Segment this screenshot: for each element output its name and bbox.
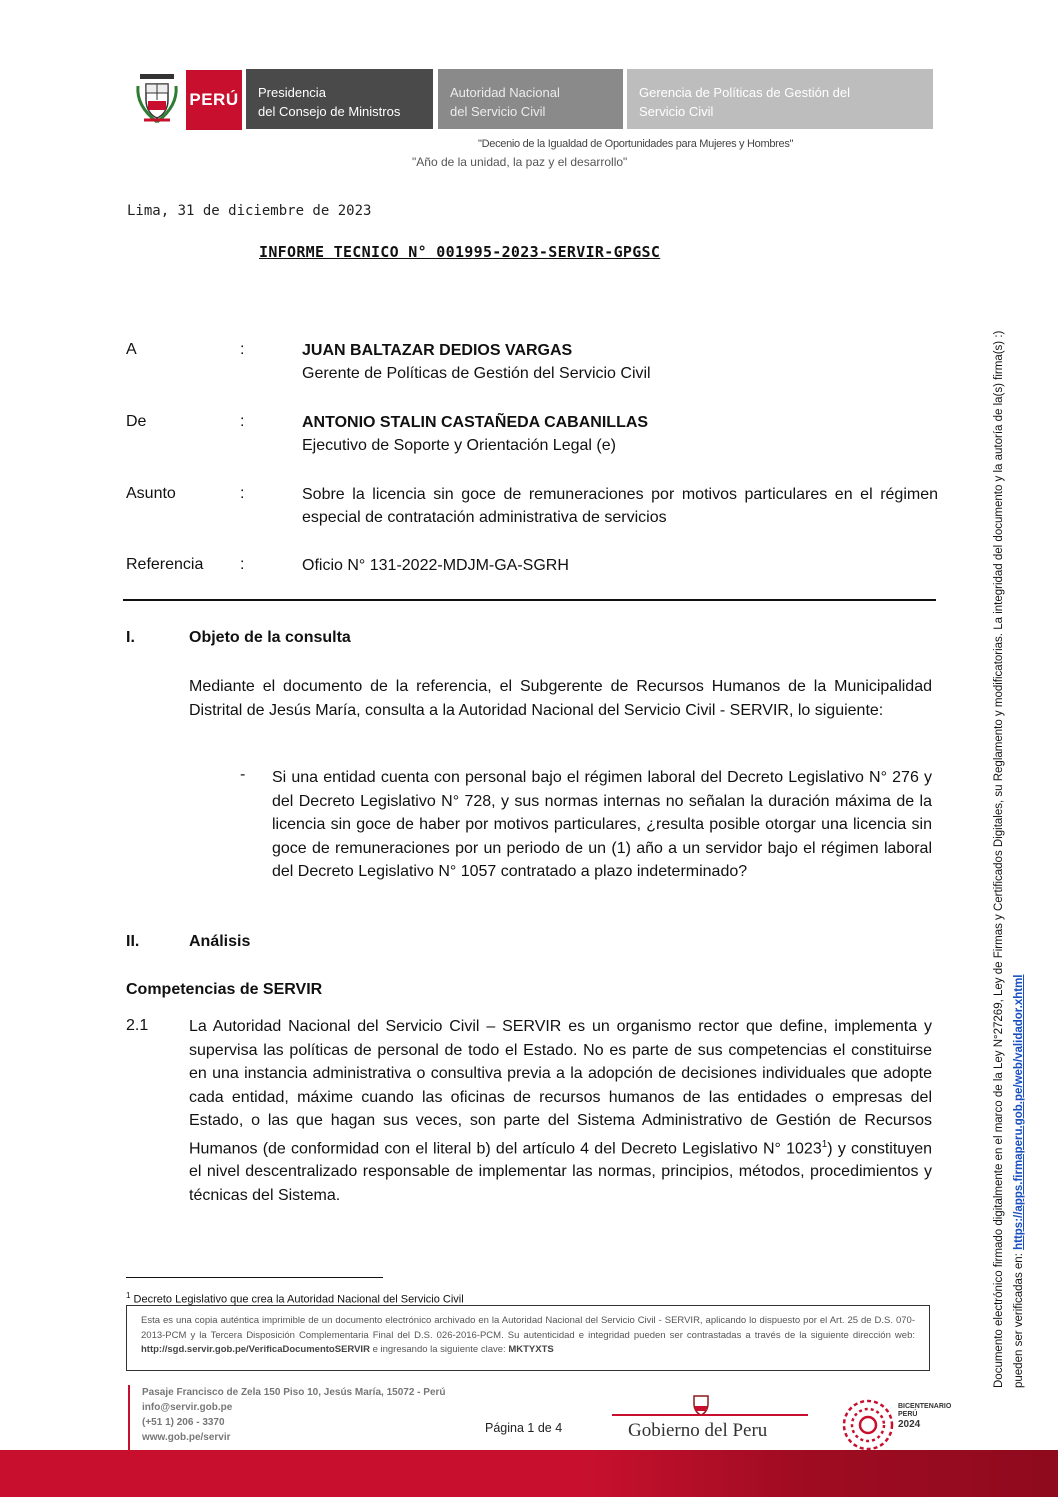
paragraph-2-1-number: 2.1 — [126, 1017, 149, 1034]
year-quote: "Año de la unidad, la paz y el desarrollo" — [412, 155, 628, 169]
header-pcm — [246, 69, 433, 129]
bicentenario-logo-icon — [838, 1395, 898, 1455]
page-number: Página 1 de 4 — [485, 1421, 563, 1435]
paragraph-2-1-text: La Autoridad Nacional del Servicio Civil – SERVIR es un organismo rector que define, implementa y supervisa las políticas de personal de todo el Estado. No es parte de sus competencias el constituirse en una instancia administrativa o consultiva previa a la adopción de decisiones individuales que adopte cada entidad, máxime cuando las oficinas de recursos humanos de las entidades o empresas del Estado, o las que hagan sus veces, son parte del Sistema Administrativo de Gestión de Recursos Humanos (de conformidad con el literal b) del artículo 4 del Decreto Legislativo N° 1023 — [189, 1018, 932, 1157]
bicentenario-mid: PERÚ — [898, 1411, 918, 1418]
header-gerencia-line2: Servicio Civil — [639, 104, 714, 119]
address: Pasaje Francisco de Zela 150 Piso 10, Jesús María, 15072 - Perú — [142, 1387, 446, 1398]
footer-red-band — [0, 1450, 1058, 1497]
section1-number: I. — [126, 629, 135, 646]
header-pcm-line2: del Consejo de Ministros — [258, 104, 401, 119]
gobierno-red-line — [612, 1414, 808, 1416]
reference-value: Oficio N° 131-2022-MDJM-GA-SGRH — [302, 557, 569, 574]
to-colon: : — [240, 341, 245, 358]
from-value — [302, 411, 938, 457]
section2-title: Análisis — [189, 933, 251, 950]
header-gerencia-line1: Gerencia de Políticas de Gestión del — [639, 85, 851, 100]
contact-info — [142, 1385, 446, 1445]
from-label: De — [126, 413, 147, 430]
notice-text: Esta es una copia auténtica imprimible de un documento electrónico archivado en la Autoridad Nacional del Servicio Civil - SERVIR, aplicando lo dispuesto por el Art. 25 de D.S. 070-2013-PCM y la Tercera Disposición Complementaria Final del D.S. 026-2016-PCM. Su autenticidad e integridad pueden ser contrastadas a través de la siguiente dirección web: — [141, 1315, 915, 1341]
header-divider — [123, 599, 936, 601]
subject-colon: : — [240, 485, 245, 502]
verification-prefix: pueden ser verificadas en: — [1013, 1249, 1025, 1388]
header-servir — [438, 69, 623, 129]
header-gerencia — [627, 69, 933, 129]
to-value — [302, 339, 938, 385]
digital-signature-note: Documento electrónico firmado digitalmente en el marco de la Ley N°27269, Ley de Firmas y Certificados Digitales, su Reglamento y modificatorias. La integridad del documento y la autoría de la(s) firma(s) :) — [993, 330, 1005, 1388]
subject-label: Asunto — [126, 485, 176, 502]
decade-quote: "Decenio de la Igualdad de Oportunidades para Mujeres y Hombres" — [478, 138, 794, 150]
question-bullet: Si una entidad cuenta con personal bajo el régimen laboral del Decreto Legislativo N° 276 y del Decreto Legislativo N° 728, y sus normas internas no señalan la duración máxima de la licencia sin goce de haber por motivos particulares, ¿resulta posible otorgar una licencia sin goce de remuneraciones por un periodo de un (1) año a un servidor bajo el régimen laboral del Decreto Legislativo N° 1057 contratado a plazo indeterminado? — [272, 769, 932, 880]
reference-label: Referencia — [126, 556, 204, 573]
header-servir-line1: Autoridad Nacional — [450, 85, 560, 100]
paragraph-2-1-text-end: ) y constituyen el nivel descentralizado responsable de implementar las normas, principios, métodos, procedimientos y técnicas del Sistema. — [189, 1139, 932, 1204]
from-name: ANTONIO STALIN CASTAÑEDA CABANILLAS — [302, 414, 649, 431]
document-title: INFORME TECNICO N° 001995-2023-SERVIR-GPGSC — [259, 243, 661, 261]
section2-number: II. — [126, 933, 140, 950]
website[interactable]: www.gob.pe/servir — [142, 1432, 231, 1443]
bicentenario-top: BICENTENARIO — [898, 1403, 952, 1410]
verification-note — [1013, 975, 1025, 1389]
peru-logo — [186, 70, 242, 130]
bicentenario-label — [898, 1403, 951, 1430]
footnote-ref: 1 — [821, 1138, 828, 1150]
footnote — [126, 1291, 464, 1306]
phone: (+51 1) 206 - 3370 — [142, 1417, 225, 1428]
document-date: Lima, 31 de diciembre de 2023 — [127, 203, 372, 219]
subject-value: Sobre la licencia sin goce de remuneraciones por motivos particulares en el régimen especial de contratación administrativa de servicios — [302, 486, 938, 526]
paragraph-2-1 — [189, 1015, 932, 1207]
section1-title: Objeto de la consulta — [189, 629, 351, 646]
peru-label: PERÚ — [189, 90, 239, 109]
verification-url[interactable]: http://sgd.servir.gob.pe/VerificaDocumentoSERVIR — [141, 1344, 370, 1355]
to-label: A — [126, 341, 137, 358]
from-colon: : — [240, 413, 245, 430]
competencias-heading: Competencias de SERVIR — [126, 981, 323, 998]
footnote-divider — [126, 1277, 383, 1278]
footnote-number: 1 — [126, 1291, 131, 1300]
bullet-mark: - — [240, 766, 246, 783]
verification-key: MKTYXTS — [508, 1344, 554, 1355]
notice-mid: e ingresando la siguiente clave: — [369, 1344, 509, 1355]
email[interactable]: info@servir.gob.pe — [142, 1402, 233, 1413]
reference-colon: : — [240, 556, 245, 573]
footnote-text: Decreto Legislativo que crea la Autoridad Nacional del Servicio Civil — [130, 1293, 464, 1306]
gobierno-del-peru: Gobierno del Peru — [628, 1420, 768, 1441]
header-pcm-line1: Presidencia — [258, 85, 326, 100]
peru-coat-of-arms-icon — [134, 72, 180, 128]
to-role: Gerente de Políticas de Gestión del Servicio Civil — [302, 365, 651, 382]
from-role: Ejecutivo de Soporte y Orientación Legal (e) — [302, 437, 616, 454]
authenticity-notice — [126, 1305, 930, 1371]
header-servir-line2: del Servicio Civil — [450, 104, 546, 119]
firmaperu-link[interactable]: https://apps.firmaperu.gob.pe/web/validador.xhtml — [1013, 974, 1025, 1250]
section1-paragraph: Mediante el documento de la referencia, el Subgerente de Recursos Humanos de la Municipalidad Distrital de Jesús María, consulta a la Autoridad Nacional del Servicio Civil - SERVIR, lo siguiente: — [189, 678, 932, 719]
to-name: JUAN BALTAZAR DEDIOS VARGAS — [302, 342, 573, 359]
bicentenario-year: 2024 — [898, 1419, 921, 1430]
